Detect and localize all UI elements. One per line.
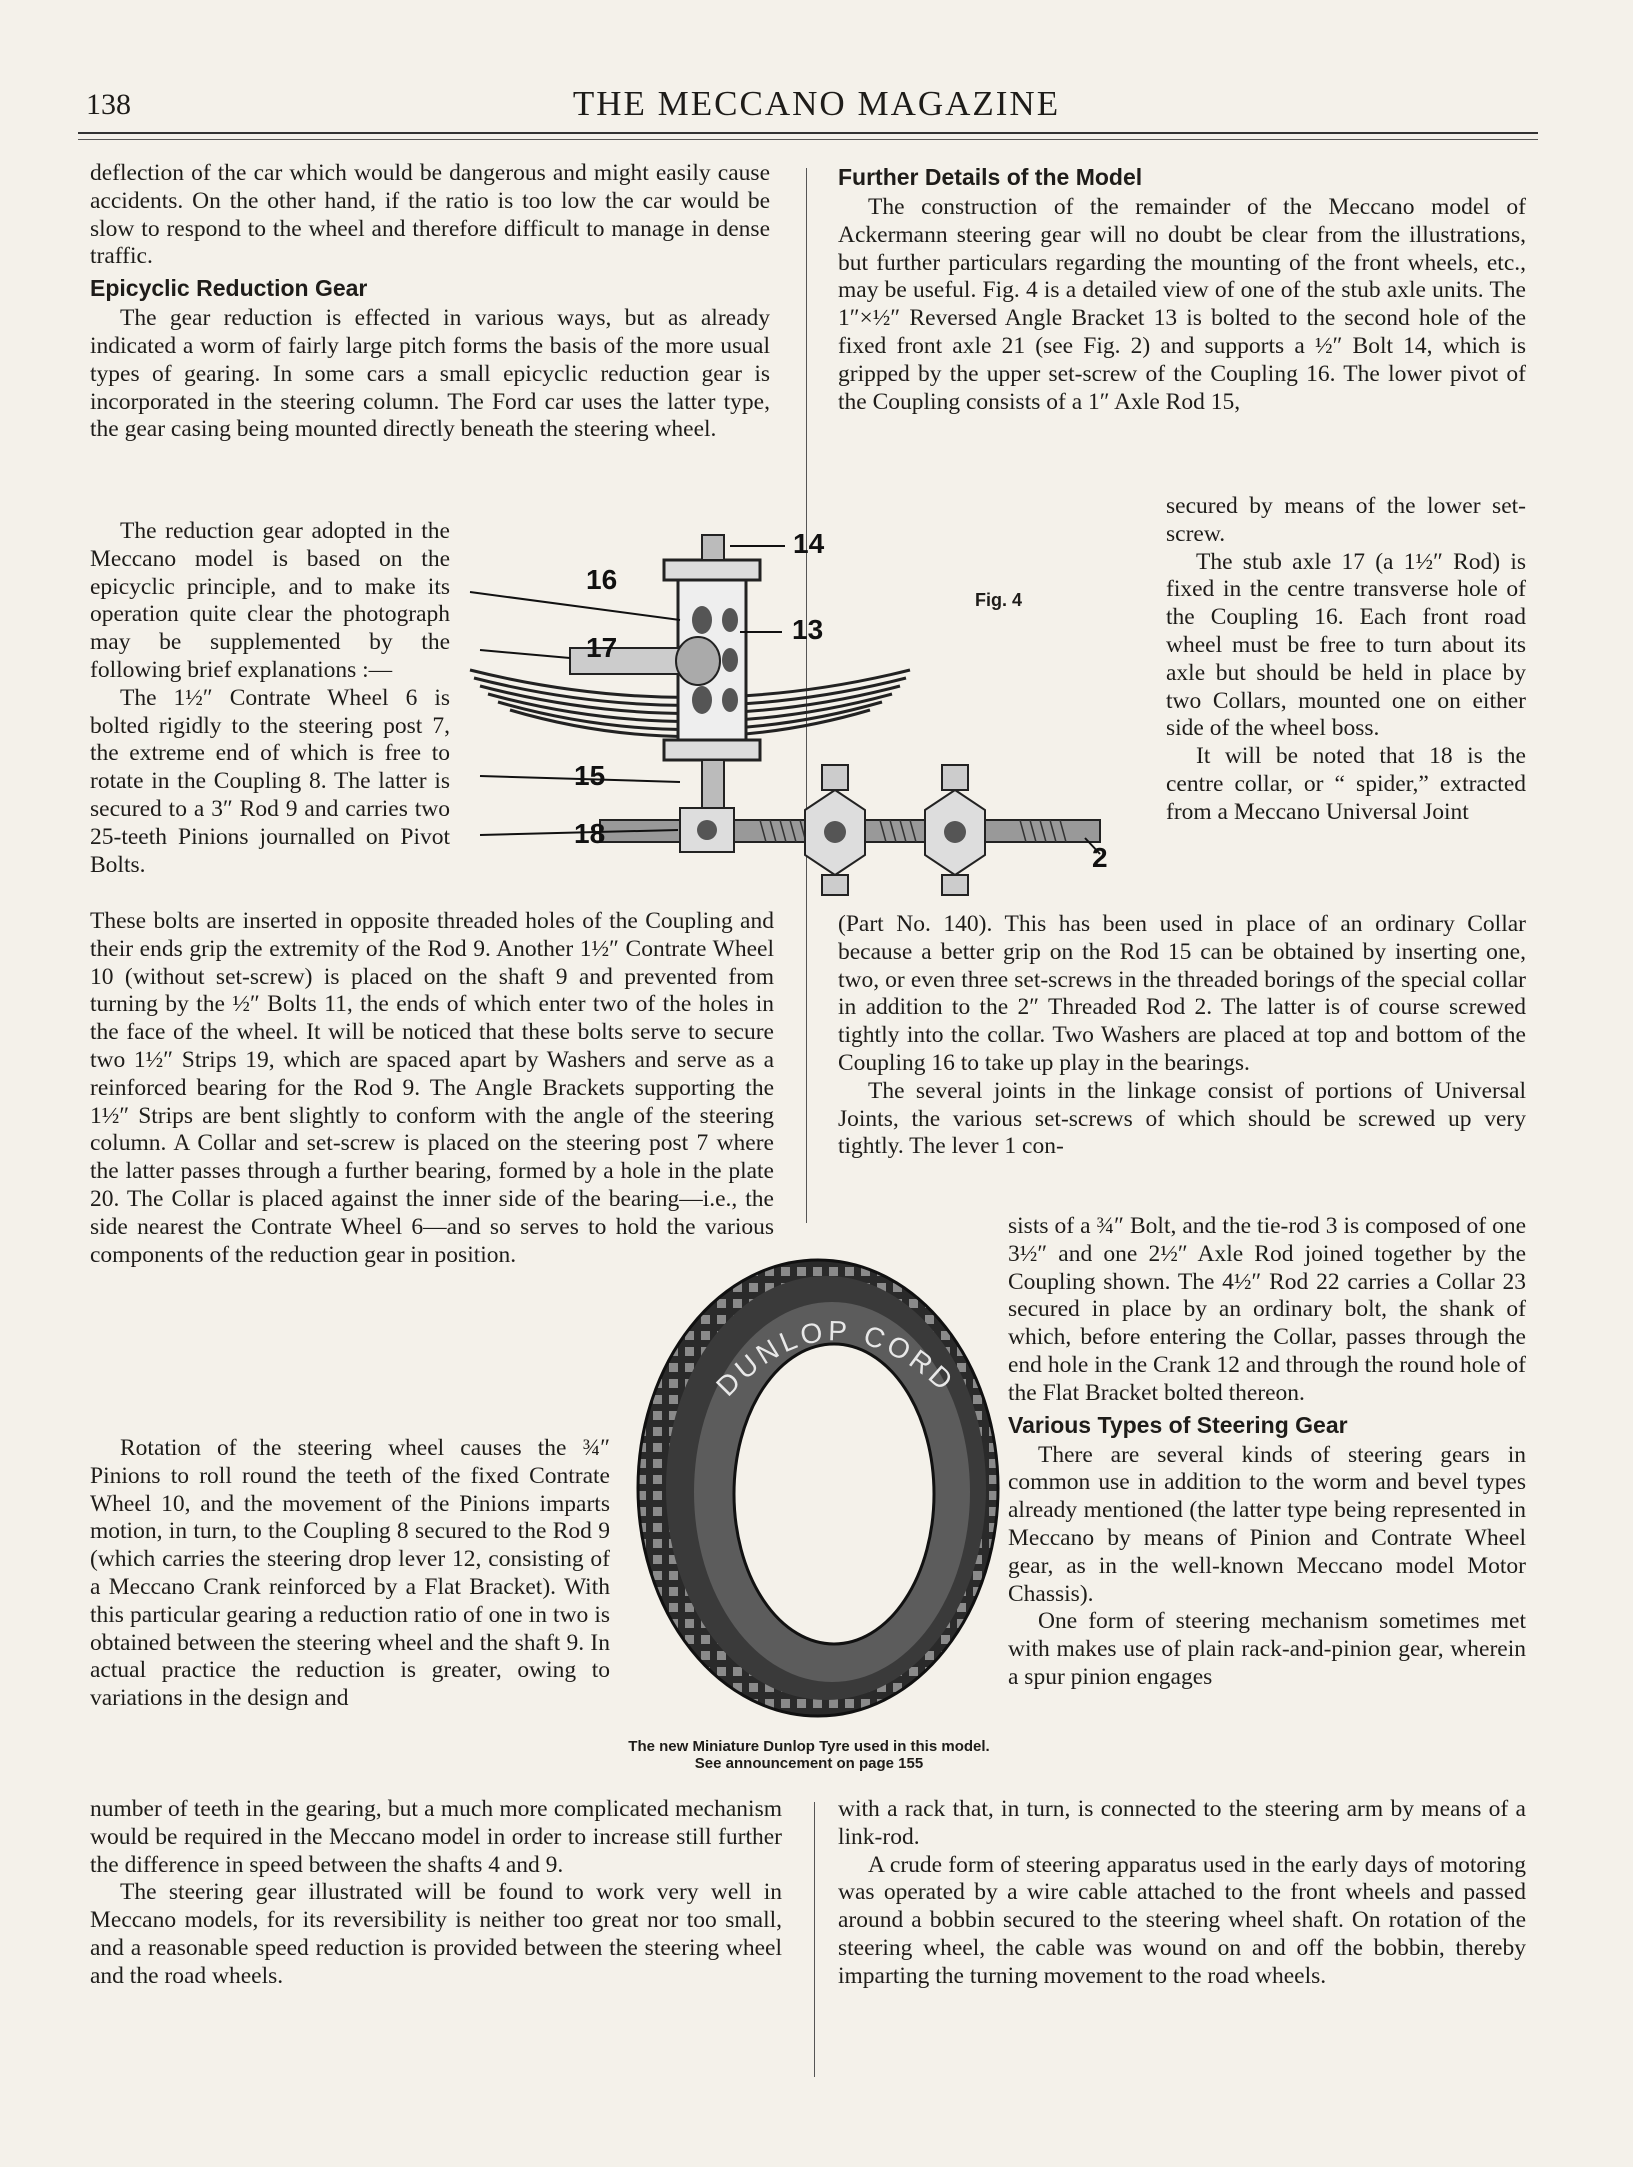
figure-label: Fig. 4 xyxy=(975,590,1023,610)
left-column-bottom xyxy=(90,1796,782,1991)
callout-15: 15 xyxy=(574,760,606,791)
paragraph: The steering gear illustrated will be found to work very well in Meccano models, for its reversibility is neither too great nor too small, and a reasonable speed reduction is provided between the steering wheel and the road wheels. xyxy=(90,1879,782,1989)
paragraph: with a rack that, in turn, is connected to the steering arm by means of a link-rod. xyxy=(838,1796,1526,1850)
paragraph: The stub axle 17 (a 1½″ Rod) is fixed in the centre transverse hole of the Coupling 16. Each front road wheel must be free to turn about its axle but should be held in place by two Collars, mounted one on either side of the wheel boss. xyxy=(1166,548,1526,742)
header-rule-thin xyxy=(78,139,1538,140)
right-column-wrapped-2 xyxy=(1008,1213,1526,1692)
callout-16: 16 xyxy=(586,564,618,595)
paragraph: One form of steering mechanism sometimes met with makes use of plain rack-and-pinion gear, wherein a spur pinion engages xyxy=(1008,1608,1526,1690)
paragraph: deflection of the car which would be dangerous and might easily cause accidents. On the other hand, if the ratio is too low the car would be slow to respond to the wheel and therefore difficult to manage in dense traffic. xyxy=(90,160,770,270)
tyre-brand-text: DUNLOP CORD xyxy=(710,1315,962,1402)
paragraph: The 1½″ Contrate Wheel 6 is bolted rigidly to the steering post 7, the extreme end of which is free to rotate in the Coupling 8. The latter is secured to a 3″ Rod 9 and carries two 25-teeth Pinions journalled on Pivot Bolts. xyxy=(90,684,450,878)
paragraph: A crude form of steering apparatus used in the early days of motoring was operated by a wire cable attached to the front wheels and passed around a bobbin secured to the steering wheel shaft. On rotation of the steering wheel, the cable was wound on and off the bobbin, thereby imparting the turning movement to the road wheels. xyxy=(838,1851,1526,1989)
dunlop-tyre-illustration xyxy=(618,1248,1008,1728)
paragraph: The several joints in the linkage consist of portions of Universal Joints, the various set-screws of which should be screwed up very tightly. The lever 1 con- xyxy=(838,1077,1526,1160)
paragraph: sists of a ¾″ Bolt, and the tie-rod 3 is composed of one 3½″ and one 2½″ Axle Rod joined together by the Coupling shown. The 4½″ Rod 22 carries a Collar 23 secured in place by an ordinary bolt, the shank of which, before entering the Collar, passes through the end hole in the Crank 12 and through the round hole of the Flat Bracket bolted thereon. xyxy=(1008,1213,1526,1406)
paragraph: It will be noted that 18 is the centre collar, or “ spider,” extracted from a Meccano Universal Joint xyxy=(1166,743,1526,825)
section-heading: Various Types of Steering Gear xyxy=(1008,1411,1348,1438)
section-heading: Epicyclic Reduction Gear xyxy=(90,275,368,302)
left-column-wrapped-2 xyxy=(90,1435,610,1713)
paragraph: number of teeth in the gearing, but a much more complicated mechanism would be required in the Meccano model in order to increase still further the difference in speed between the shafts 4 and 9. xyxy=(90,1796,782,1878)
right-column-middle xyxy=(838,911,1526,1161)
header-rule xyxy=(78,132,1538,134)
left-column-wrapped xyxy=(90,518,450,879)
fig4-stub-axle-illustration xyxy=(440,520,1140,900)
paragraph: These bolts are inserted in opposite threaded holes of the Coupling and their ends grip the extremity of the Rod 9. Another 1½″ Contrate Wheel 10 (without set-screw) is placed on the shaft 9 and prevented from turning by the ½″ Bolts 11, the ends of which enter two of the holes in the face of the wheel. It will be noticed that these bolts serve to secure two 1½″ Strips 19, which are spaced apart by Washers and serve as a reinforced bearing for the Rod 9. The Angle Brackets supporting the 1½″ Strips are bent slightly to conform with the angle of the steering column. A Collar and set-screw is placed on the steering post 7 where the latter passes through a further bearing, formed by a hole in the plate 20. The Collar is placed against the inner side of the bearing—i.e., the side nearest the Contrate Wheel 6—and so serves to hold the various components of the reduction gear in position. xyxy=(90,908,774,1268)
left-column-middle xyxy=(90,908,774,1268)
callout-17: 17 xyxy=(586,632,618,663)
column-divider-lower xyxy=(814,1802,815,2077)
callout-14: 14 xyxy=(793,528,825,559)
section-heading: Further Details of the Model xyxy=(838,164,1143,190)
running-title: THE MECCANO MAGAZINE xyxy=(572,84,1061,123)
paragraph: secured by means of the lower set-screw. xyxy=(1166,493,1526,547)
right-column-wrapped xyxy=(1166,493,1526,827)
paragraph: There are several kinds of steering gears in common use in addition to the worm and bevel types already mentioned (the latter type being represented in Meccano by means of Pinion and Contrate Wheel gear, as in the well-known Meccano model Motor Chassis). xyxy=(1008,1441,1526,1607)
left-column-top xyxy=(90,160,770,444)
tyre-caption: The new Miniature Dunlop Tyre used in this model. See announcement on page 155 xyxy=(628,1738,990,1772)
paragraph: The construction of the remainder of the Meccano model of Ackermann steering gear will no doubt be clear from the illustrations, but further particulars regarding the mounting of the front wheels, etc., may be useful. Fig. 4 is a detailed view of one of the stub axle units. The 1″×½″ Reversed Angle Bracket 13 is bolted to the second hole of the fixed front axle 21 (see Fig. 2) and supports a ½″ Bolt 14, which is gripped by the upper set-screw of the Coupling 16. The lower pivot of the Coupling consists of a 1″ Axle Rod 15, xyxy=(838,194,1526,415)
paragraph: Rotation of the steering wheel causes the ¾″ Pinions to roll round the teeth of the fixed Contrate Wheel 10, and the movement of the Pinions imparts motion, in turn, to the Coupling 8 secured to the Rod 9 (which carries the steering drop lever 12, consisting of a Meccano Crank reinforced by a Flat Bracket). With this particular gearing a reduction ratio of one in two is obtained between the steering wheel and the shaft 9. In actual practice the reduction is greater, owing to variations in the design and xyxy=(90,1435,610,1712)
paragraph: The reduction gear adopted in the Meccano model is based on the epicyclic principle, and to make its operation quite clear the photograph may be supplemented by the following brief explanations :— xyxy=(90,518,450,683)
callout-2: 2 xyxy=(1092,842,1108,873)
callout-13: 13 xyxy=(792,614,824,645)
callout-18: 18 xyxy=(574,818,606,849)
paragraph: The gear reduction is effected in various ways, but as already indicated a worm of fairly large pitch forms the basis of the more usual types of gearing. In some cars a small epicyclic reduction gear is incorporated in the steering column. The Ford car uses the latter type, the gear casing being mounted directly beneath the steering wheel. xyxy=(90,305,770,443)
page-number: 138 xyxy=(86,88,131,121)
right-column-top xyxy=(838,160,1526,416)
paragraph: (Part No. 140). This has been used in place of an ordinary Collar because a better grip on the Rod 15 can be obtained by inserting one, two, or even three set-screws in the threaded borings of the special collar in addition to the 2″ Threaded Rod 2. The latter is of course screwed tightly into the collar. Two Washers are placed at top and bottom of the Coupling 16 to take up play in the bearings. xyxy=(838,911,1526,1076)
right-column-bottom xyxy=(838,1796,1526,1991)
